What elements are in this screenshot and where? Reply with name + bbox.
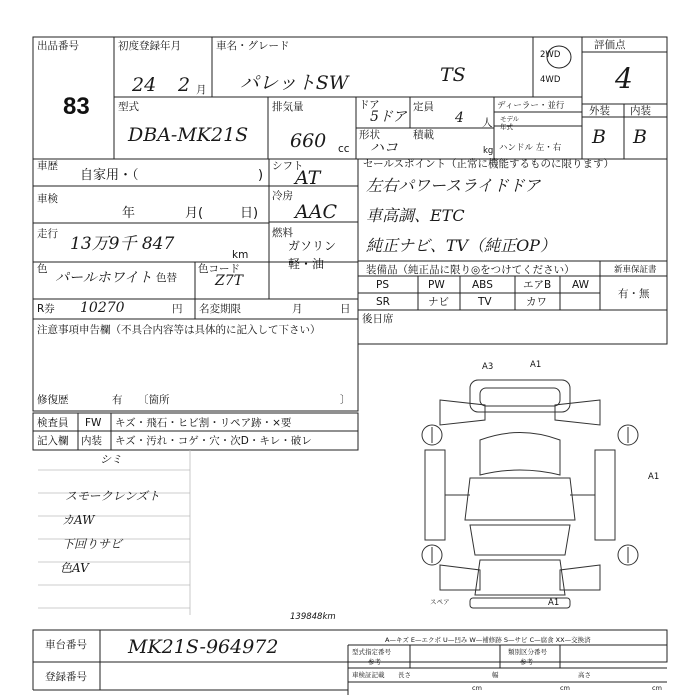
equip-navi: ナビ bbox=[428, 296, 449, 308]
color-code-label: 色コード bbox=[198, 263, 240, 275]
capacity-label: 定員 bbox=[413, 101, 434, 113]
length-label: 長さ bbox=[398, 671, 411, 679]
remark-2: スモークレンズト bbox=[65, 489, 160, 503]
inspector-row1: キズ・飛石・ヒビ割・リペア跡・×要 bbox=[115, 417, 292, 429]
displacement-unit: cc bbox=[338, 143, 350, 155]
fuel-gas: ガソリン bbox=[288, 239, 337, 253]
equipment-label: 装備品（純正品に限り◎をつけてください） bbox=[366, 264, 575, 276]
equip-pw: PW bbox=[428, 279, 445, 291]
cooling-value: AAC bbox=[295, 201, 337, 223]
handle-label: ハンドル 左・右 bbox=[499, 143, 562, 153]
color-change: 色替 bbox=[156, 272, 177, 284]
interior-label: 内装 bbox=[81, 435, 102, 447]
dims-label: 車検証記載 bbox=[352, 671, 385, 679]
fuel-light: 軽・油 bbox=[288, 257, 325, 271]
expiry-label: 名変期限 bbox=[199, 303, 241, 315]
score-label: 評価点 bbox=[594, 39, 626, 51]
diagram-mileage-note: 139848km bbox=[290, 612, 336, 622]
height-unit: cm bbox=[652, 684, 662, 692]
remark-5: 色AV bbox=[60, 561, 89, 575]
inspection-year: 年 bbox=[122, 206, 136, 221]
height-label: 高さ bbox=[578, 671, 591, 679]
drive-2wd: 2WD bbox=[540, 50, 561, 60]
remark-1: シミ bbox=[100, 453, 122, 466]
shift-label: シフト bbox=[272, 160, 304, 172]
remark-3: カAW bbox=[62, 513, 95, 527]
model-label: 型式 bbox=[118, 101, 139, 113]
inspection-label: 車検 bbox=[37, 193, 58, 205]
recycle-unit: 円 bbox=[172, 303, 183, 315]
recycle-label: R券 bbox=[37, 303, 55, 315]
score-value: 4 bbox=[615, 62, 633, 95]
vin-value: MK21S-964972 bbox=[128, 636, 279, 658]
color-label: 色 bbox=[37, 263, 48, 275]
diagram-mark-a1-right: A1 bbox=[648, 472, 660, 482]
type-no-label: 型式指定番号 bbox=[352, 648, 391, 656]
shape-label: 形状 bbox=[359, 129, 380, 141]
first-reg-month-unit: 月 bbox=[196, 84, 207, 96]
width-label: 幅 bbox=[492, 671, 499, 679]
remark-4: 下回りサビ bbox=[62, 537, 123, 551]
displacement-value: 660 bbox=[290, 130, 327, 152]
fw-label: FW bbox=[85, 417, 102, 429]
class-no-label: 類別区分番号 bbox=[508, 648, 547, 656]
car-diagram bbox=[422, 380, 638, 608]
warranty-value: 有・無 bbox=[618, 288, 650, 300]
drive-4wd: 4WD bbox=[540, 75, 561, 85]
expiry-day: 日 bbox=[340, 303, 351, 315]
ext-grade: B bbox=[592, 126, 606, 148]
entry-label: 記入欄 bbox=[37, 435, 69, 447]
inspector-label: 検査員 bbox=[37, 417, 69, 429]
repair-location: 〔箇所 bbox=[138, 394, 170, 406]
capacity-unit: 人 bbox=[482, 117, 493, 129]
mileage-label: 走行 bbox=[37, 228, 58, 240]
equip-ps: PS bbox=[376, 279, 389, 291]
load-label: 積載 bbox=[413, 129, 434, 141]
vin-label: 車台番号 bbox=[45, 639, 87, 651]
diagram-spare: スペア bbox=[430, 598, 450, 606]
first-reg-year: 24 bbox=[132, 74, 157, 96]
notes-label: 注意事項申告欄（不具合内容等は具体的に記入して下さい） bbox=[37, 324, 321, 336]
model-year-label: モデル 年式 bbox=[500, 115, 520, 131]
class-no-ref: 参考 bbox=[520, 658, 533, 666]
repair-value: 有 bbox=[112, 394, 123, 406]
inspection-day: 日) bbox=[240, 206, 259, 221]
sales-point-line-1: 左右パワースライドドア bbox=[366, 176, 541, 195]
repair-label: 修復歴 bbox=[37, 394, 69, 406]
model-value: DBA-MK21S bbox=[128, 124, 249, 146]
type-no-ref: 参考 bbox=[368, 658, 381, 666]
dealer-label: ディーラー・並行 bbox=[497, 101, 565, 111]
first-reg-label: 初度登録年月 bbox=[118, 40, 181, 52]
doors-value: 5ドア bbox=[370, 109, 407, 125]
mileage-unit: km bbox=[232, 249, 249, 261]
lot-label: 出品番号 bbox=[37, 40, 79, 52]
int-grade: B bbox=[633, 126, 647, 148]
length-unit: cm bbox=[472, 684, 482, 692]
history-close: ) bbox=[258, 168, 264, 183]
equip-leather: カワ bbox=[526, 296, 547, 308]
car-name-label: 車名・グレード bbox=[216, 40, 290, 52]
equip-aw: AW bbox=[572, 279, 589, 291]
lot-number: 83 bbox=[63, 93, 90, 120]
grade: TS bbox=[440, 64, 466, 86]
equip-abs: ABS bbox=[472, 279, 493, 291]
warranty-label: 新車保証書 bbox=[614, 265, 657, 275]
shift-value: AT bbox=[295, 167, 321, 189]
sales-point-line-3: 純正ナビ、TV（純正OP） bbox=[366, 236, 556, 255]
damage-legend: A—キズ E—エクボ U—凹み W—補修跡 S—サビ C—腐食 XX—交換済 bbox=[385, 636, 591, 644]
inspection-month: 月( bbox=[185, 206, 204, 221]
history-label: 車歴 bbox=[37, 160, 58, 172]
history-value: 自家用・（ bbox=[80, 168, 139, 183]
reg-no-label: 登録番号 bbox=[45, 671, 87, 683]
sales-point-line-2: 車高調、ETC bbox=[366, 206, 465, 225]
width-unit: cm bbox=[560, 684, 570, 692]
diagram-mark-a1-top: A1 bbox=[530, 360, 542, 370]
inspector-row2: キズ・汚れ・コゲ・穴・次D・キレ・破レ bbox=[115, 435, 312, 447]
displacement-label: 排気量 bbox=[272, 101, 304, 113]
capacity-value: 4 bbox=[455, 110, 464, 126]
diagram-mark-a1-bottom: A1 bbox=[548, 598, 560, 608]
equip-sr: SR bbox=[376, 296, 390, 308]
doors-label: ドア bbox=[359, 99, 380, 111]
equip-tv: TV bbox=[478, 296, 492, 308]
recycle-value: 10270 bbox=[80, 300, 125, 316]
color-code: Z7T bbox=[215, 273, 243, 289]
mileage-value: 13万9千 847 bbox=[70, 234, 175, 254]
ext-label: 外装 bbox=[589, 105, 610, 117]
car-name: パレットSW bbox=[240, 72, 349, 94]
shape-value: ハコ bbox=[370, 140, 398, 156]
first-reg-month: 2 bbox=[178, 74, 191, 96]
diagram-mark-a3: A3 bbox=[482, 362, 494, 372]
expiry-month: 月 bbox=[292, 303, 303, 315]
load-unit: kg bbox=[483, 146, 494, 156]
equip-airbag: エアB bbox=[523, 279, 552, 291]
color-value: パールホワイト bbox=[55, 270, 153, 286]
int-label: 内装 bbox=[630, 105, 651, 117]
repair-close: 〕 bbox=[340, 394, 351, 406]
fuel-label: 燃料 bbox=[272, 227, 293, 239]
sales-point-label: セールスポイント（正常に機能するものに限ります） bbox=[363, 158, 615, 170]
cooling-label: 冷房 bbox=[272, 190, 293, 202]
rear-seat-label: 後日席 bbox=[362, 313, 394, 325]
